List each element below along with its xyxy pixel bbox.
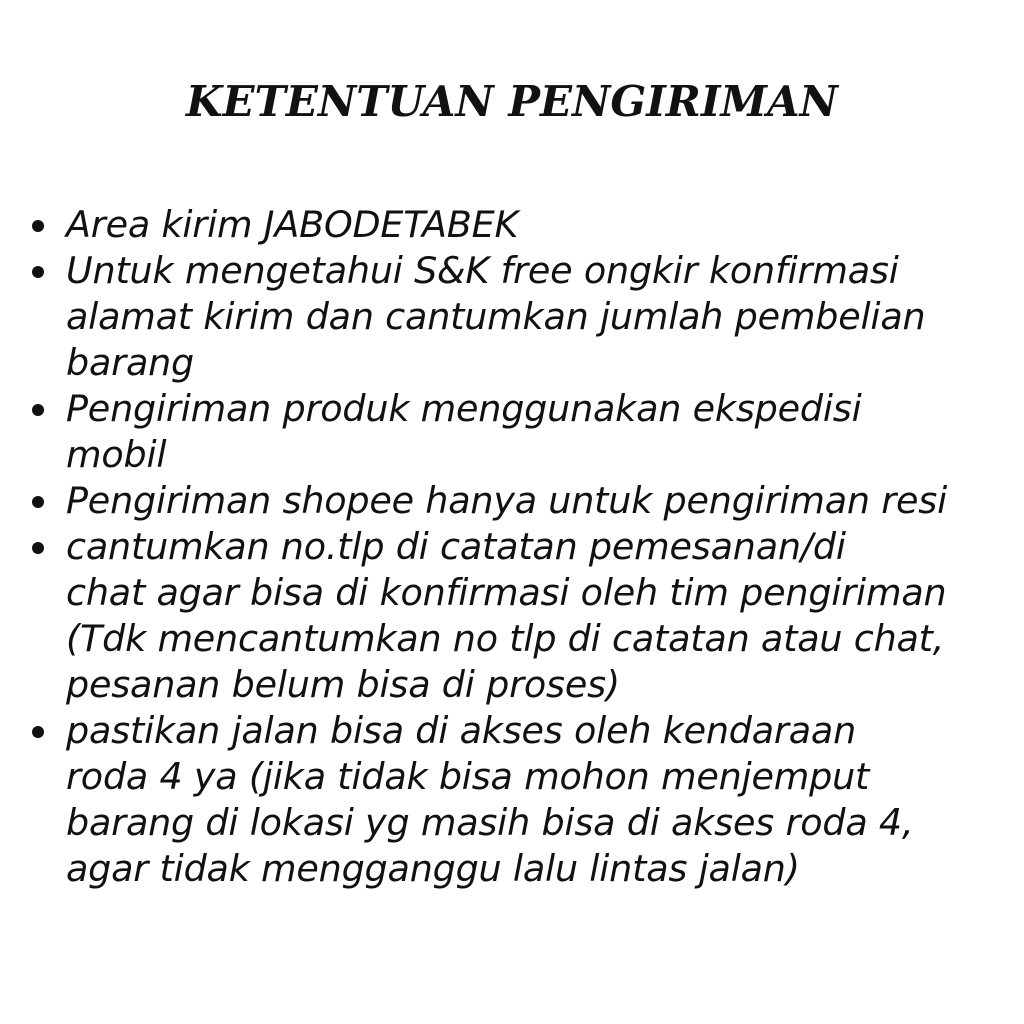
list-item-text: (Tdk mencantumkan no tlp di catatan atau chat,	[66, 617, 945, 660]
bullet-icon	[32, 404, 44, 416]
list-item-text: barang	[66, 341, 195, 384]
list-item-text: roda 4 ya (jika tidak bisa mohon menjemput	[66, 755, 870, 798]
list-item-text: Pengiriman produk menggunakan ekspedisi	[66, 387, 862, 430]
bullet-icon	[32, 726, 44, 738]
list-item	[28, 202, 1018, 248]
list-item	[28, 708, 1018, 892]
bullet-icon	[32, 220, 44, 232]
list-item-text: mobil	[66, 433, 167, 476]
list-item-text: agar tidak mengganggu lalu lintas jalan)	[66, 847, 800, 890]
list-item-text: chat agar bisa di konfirmasi oleh tim pengiriman	[66, 571, 947, 614]
list-item-text: cantumkan no.tlp di catatan pemesanan/di	[66, 525, 846, 568]
list-item-text: Pengiriman shopee hanya untuk pengiriman resi	[66, 479, 948, 522]
list-item-text: alamat kirim dan cantumkan jumlah pembelian	[66, 295, 926, 338]
shipping-terms-list	[28, 202, 1018, 892]
bullet-icon	[32, 266, 44, 278]
document-title: KETENTUAN PENGIRIMAN	[186, 77, 838, 126]
list-item	[28, 524, 1018, 708]
list-item-text: Area kirim JABODETABEK	[66, 203, 519, 246]
list-item-text: barang di lokasi yg masih bisa di akses roda 4,	[66, 801, 914, 844]
list-item-text: pesanan belum bisa di proses)	[66, 663, 620, 706]
list-item	[28, 248, 1018, 386]
list-item-text: Untuk mengetahui S&K free ongkir konfirmasi	[66, 249, 899, 292]
list-item-text: pastikan jalan bisa di akses oleh kendaraan	[66, 709, 856, 752]
bullet-icon	[32, 542, 44, 554]
list-item	[28, 478, 1018, 524]
list-item	[28, 386, 1018, 478]
bullet-icon	[32, 496, 44, 508]
